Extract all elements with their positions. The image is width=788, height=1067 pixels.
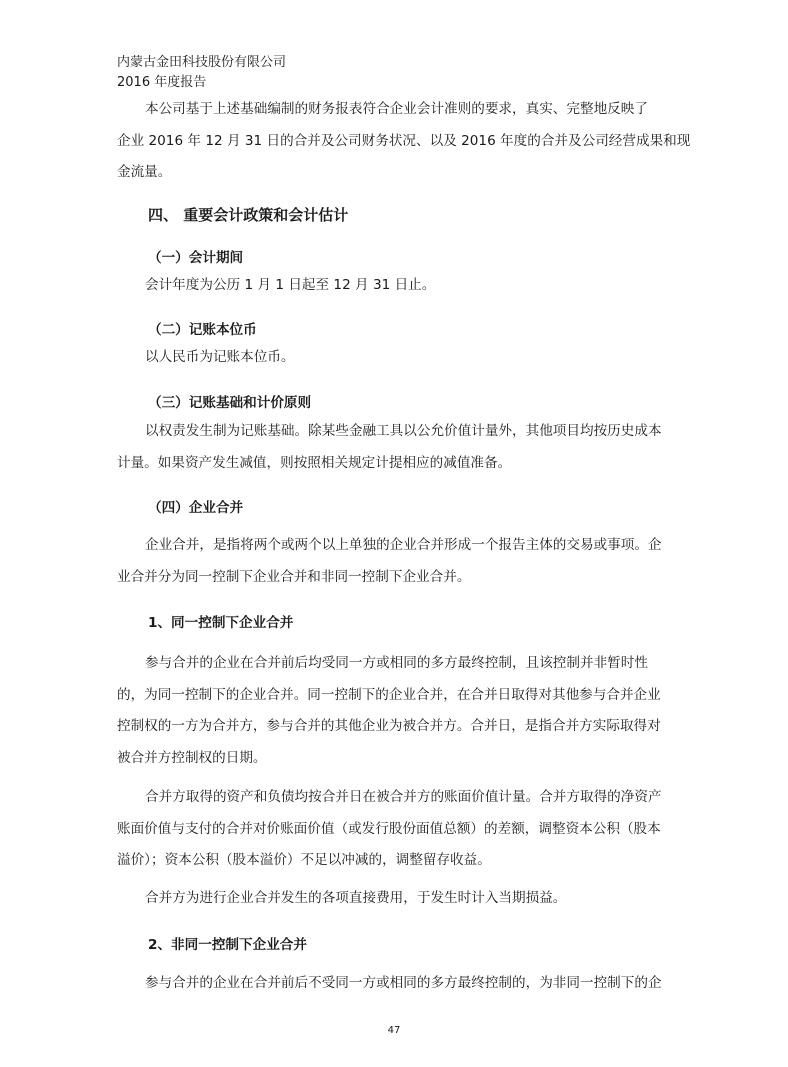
text-line: 账面价值与支付的合并对价账面价值（或发行股份面值总额）的差额，调整资本公积（股本 bbox=[117, 820, 661, 837]
paragraph bbox=[117, 530, 672, 593]
text-line: 会计年度为公历 1 月 1 日起至 12 月 31 日止。 bbox=[145, 277, 436, 293]
text-line: 溢价）；资本公积（股本溢价）不足以冲减的，调整留存收益。 bbox=[117, 852, 491, 868]
text-line: 参与合并的企业在合并前后不受同一方或相同的多方最终控制的，为非同一控制下的企 bbox=[145, 975, 662, 991]
page-number: 47 bbox=[387, 1025, 401, 1036]
header-company: 内蒙古金田科技股份有限公司 bbox=[117, 55, 287, 70]
text-line: 金流量。 bbox=[117, 164, 172, 180]
subsection-title: （三）记账基础和计价原则 bbox=[148, 395, 312, 411]
paragraph bbox=[117, 416, 672, 479]
text-line: 业合并分为同一控制下企业合并和非同一控制下企业合并。 bbox=[117, 568, 471, 585]
paragraph bbox=[117, 883, 672, 915]
text-line: 以人民币为记账本位币。 bbox=[145, 349, 295, 365]
text-line: 企业合并，是指将两个或两个以上单独的企业合并形成一个报告主体的交易或事项。企 bbox=[145, 537, 662, 553]
text-line: 控制权的一方为合并方，参与合并的其他企业为被合并方。合并日，是指合并方实际取得对 bbox=[117, 718, 661, 734]
text-line: 参与合并的企业在合并前后均受同一方或相同的多方最终控制，且该控制并非暂时性 bbox=[145, 655, 648, 671]
text-line: 的，为同一控制下的企业合并。同一控制下的企业合并，在合并日取得对其他参与合并企业 bbox=[117, 686, 661, 703]
text-line: 合并方为进行企业合并发生的各项直接费用，于发生时计入当期损益。 bbox=[145, 890, 567, 906]
subsection-title: 2、非同一控制下企业合并 bbox=[148, 937, 307, 953]
text-line: 企业 2016 年 12 月 31 日的合并及公司财务状况、以及 2016 年度的合并及公司经营成果和现 bbox=[117, 132, 691, 149]
section-title: 四、 重要会计政策和会计估计 bbox=[148, 206, 349, 224]
text-line: 以权责发生制为记账基础。除某些金融工具以公允价值计量外，其他项目均按历史成本 bbox=[145, 423, 662, 439]
header-report: 2016 年度报告 bbox=[117, 75, 207, 90]
text-line: 合并方取得的资产和负债均按合并日在被合并方的账面价值计量。合并方取得的净资产 bbox=[145, 789, 662, 805]
subsection-title: 1、同一控制下企业合并 bbox=[148, 615, 294, 631]
intro-paragraph bbox=[117, 94, 691, 189]
text-line: 被合并方控制权的日期。 bbox=[117, 749, 267, 766]
subsection-title: （四）企业合并 bbox=[148, 500, 244, 516]
paragraph bbox=[117, 968, 672, 1000]
subsection-title: （一）会计期间 bbox=[148, 250, 244, 266]
text-line: 本公司基于上述基础编制的财务报表符合企业会计准则的要求，真实、完整地反映了 bbox=[145, 101, 648, 117]
subsection-title: （二）记账本位币 bbox=[148, 322, 257, 338]
text-line: 计量。如果资产发生减值，则按照相关规定计提相应的减值准备。 bbox=[117, 454, 512, 471]
paragraph bbox=[117, 648, 672, 774]
paragraph bbox=[117, 270, 672, 302]
paragraph bbox=[117, 342, 672, 374]
paragraph bbox=[117, 782, 672, 877]
